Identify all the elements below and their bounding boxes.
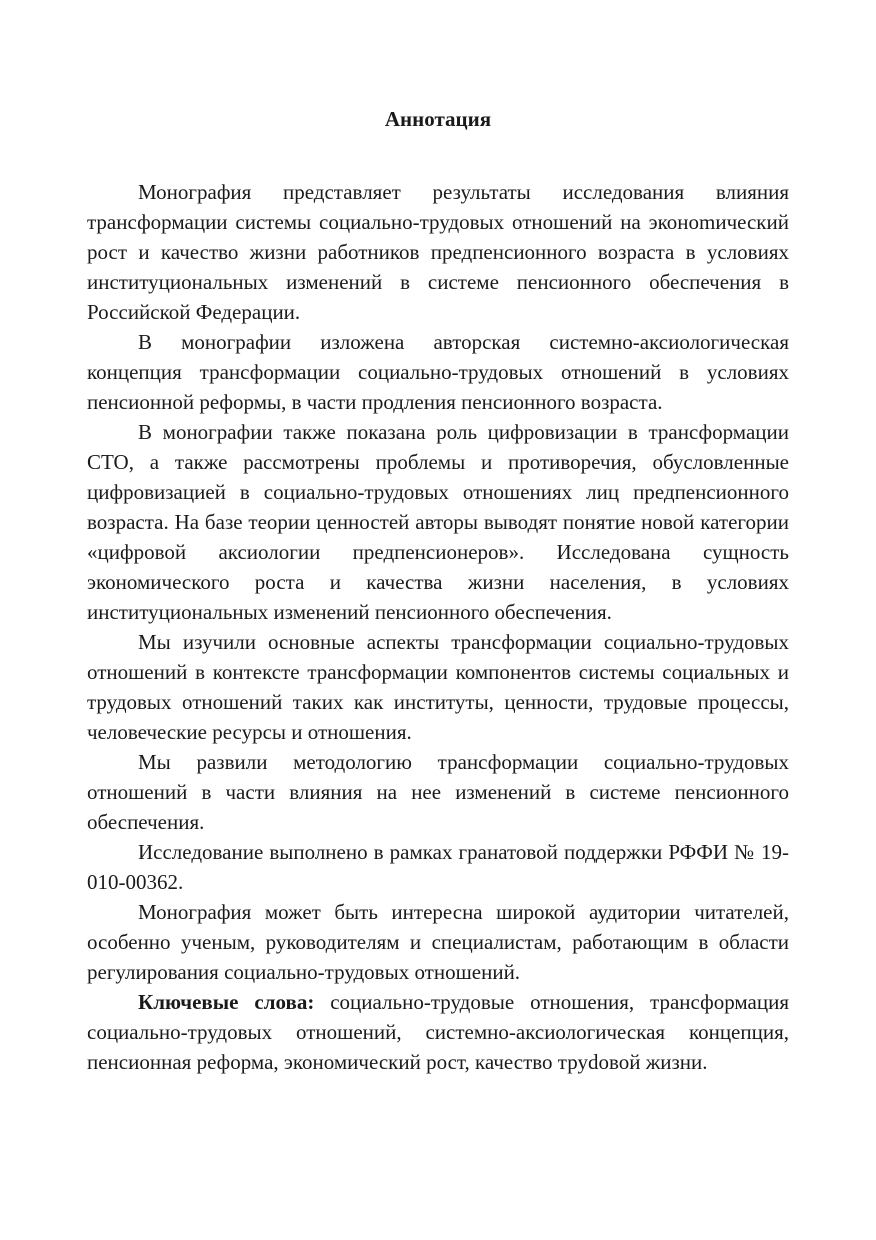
keywords-paragraph	[87, 987, 789, 1077]
paragraph-6: Исследование выполнено в рамках гранатовой поддержки РФФИ № 19-010-00362.	[87, 840, 789, 894]
paragraph-2: В монографии изложена авторская системно-аксиологическая концепция трансформации социально-трудовых отношений в условиях пенсионной реформы, в части продления пенсионного возраста.	[87, 330, 789, 414]
paragraph-4: Мы изучили основные аспекты трансформации социально-трудовых отношений в контексте трансформации компонентов системы социальных и трудовых отношений таких как институты, ценности, трудовые процессы, человеческие ресурсы и отношения.	[87, 630, 789, 744]
paragraph-1: Монография представляет результаты исследования влияния трансформации системы социально-трудовых отношений на эконоmический рост и качество жизни работников предпенсионного возраста в условиях институциональных изменений в системе пенсионного обеспечения в Российской Федерации.	[87, 180, 789, 324]
page-title: Аннотация	[384, 107, 492, 131]
annotation-page	[87, 104, 789, 1077]
paragraph-5: Мы развили методологию трансформации социально-трудовых отношений в части влияния на нее изменений в системе пенсионного обеспечения.	[87, 750, 789, 834]
keywords-label: Ключевые слова:	[138, 990, 315, 1014]
paragraph-7: Монография может быть интересна широкой аудитории читателей, особенно ученым, руководителям и специалистам, работающим в области регулирования социально-трудовых отношений.	[87, 900, 789, 984]
keywords-text: социально-трудовые отношения, трансформация социально-трудовых отношений, системно-аксиологическая концепция, пенсионная реформа, экономический рост, качество труdовой жизни.	[87, 990, 789, 1074]
paragraph-3: В монографии также показана роль цифровизации в трансформации СТО, а также рассмотрены проблемы и противоречия, обусловленные цифровизацией в социально-трудовых отношениях лиц предпенсионного возраста. На базе теории ценностей авторы выводят понятие новой категории «цифровой аксиологии предпенсионеров». Исследована сущность экономического роста и качества жизни населения, в условиях институциональных изменений пенсионного обеспечения.	[87, 420, 789, 624]
